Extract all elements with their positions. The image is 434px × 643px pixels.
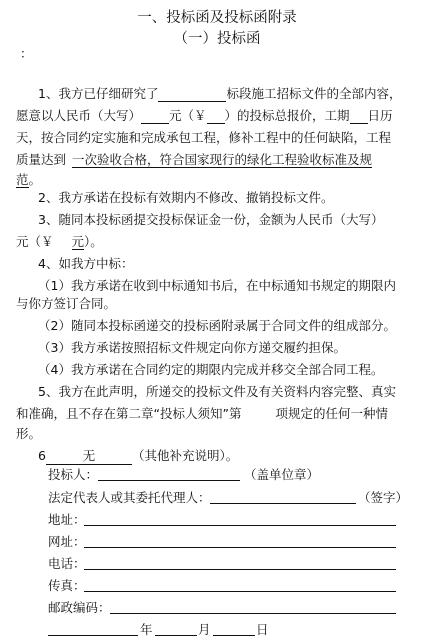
website-field[interactable] — [84, 547, 396, 548]
addressee-colon: ： — [20, 46, 33, 61]
website-label: 网址： — [48, 534, 86, 549]
bidder-field[interactable] — [98, 480, 240, 481]
p6-num: 6 — [38, 448, 46, 463]
rep-field[interactable] — [210, 503, 356, 504]
fax-field[interactable] — [84, 591, 396, 592]
p3-line2 — [16, 234, 103, 250]
year-field[interactable] — [48, 635, 138, 636]
p4-item2: （2）随同本投标函递交的投标函附录属于合同文件的组成部分。 — [38, 318, 396, 333]
p3-text-d: ）。 — [84, 234, 103, 249]
quality-standard-cont: 范 — [16, 172, 29, 187]
p1-line5 — [16, 172, 41, 188]
p3-text-b: 元（￥ — [16, 234, 54, 249]
postcode-field[interactable] — [110, 613, 396, 614]
day-label: 日 — [256, 622, 269, 637]
p1-text-e: ）的投标总报价，工期 — [224, 108, 350, 123]
p4-item1-line1: （1）我方承诺在收到中标通知书后，在中标通知书规定的期限内 — [38, 278, 396, 293]
p5-text-c: 项规定的任何一种情 — [275, 406, 388, 421]
bond-amount-unit: 元 — [71, 234, 85, 249]
phone-label: 电话： — [48, 556, 86, 571]
bidder-label: 投标人： — [48, 467, 99, 482]
p1-line2 — [16, 108, 393, 124]
p6-line — [38, 448, 238, 465]
rep-label: 法定代表人或其委托代理人： — [48, 490, 211, 505]
p1-text-a: 1、我方已仔细研究了 — [38, 86, 159, 101]
duration-blank[interactable] — [350, 109, 368, 124]
page-title: 一、投标函及投标函附录 — [137, 10, 297, 26]
p5-line3: 形。 — [16, 426, 42, 441]
address-label: 地址： — [48, 512, 86, 527]
p4-item1-line2: 与你方签订合同。 — [16, 296, 117, 311]
p1-line3: 天，按合同约定实施和完成承包工程，修补工程中的任何缺陷，工程 — [16, 130, 392, 145]
p1-line4 — [16, 152, 372, 168]
p6-note: （其他补充说明）。 — [131, 448, 239, 463]
p5-line2 — [16, 406, 388, 422]
p1-text-f: 日历 — [367, 108, 393, 123]
p1-text-c: 愿意以人民币（大写） — [16, 108, 142, 123]
p1-line1 — [38, 86, 401, 102]
bidder-suffix: （盖单位章） — [244, 467, 320, 482]
p4-heading: 4、如我方中标： — [38, 256, 134, 271]
year-label: 年 — [140, 622, 153, 637]
price-words-blank[interactable] — [141, 109, 169, 124]
address-field[interactable] — [84, 525, 396, 526]
postcode-label: 邮政编码： — [48, 600, 111, 615]
p1-end: 。 — [28, 172, 42, 187]
price-number-blank[interactable] — [207, 109, 225, 124]
p2-line: 2、我方承诺在投标有效期内不修改、撤销投标文件。 — [38, 190, 334, 205]
month-label: 月 — [198, 622, 211, 637]
p4-item4: （4）我方承诺在合同约定的期限内完成并移交全部合同工程。 — [38, 362, 384, 377]
p5-line1: 5、我方在此声明，所递交的投标文件及有关资料内容完整、真实 — [38, 384, 396, 399]
quality-standard: 一次验收合格，符合国家现行的绿化工程验收标准及规 — [72, 152, 373, 167]
day-field[interactable] — [213, 635, 255, 636]
p6-supplement-value: 无 — [46, 448, 132, 465]
p1-text-d: 元（￥ — [169, 108, 207, 123]
p1-text-h: 质量达到 — [16, 152, 67, 167]
fax-label: 传真： — [48, 578, 86, 593]
phone-field[interactable] — [84, 569, 396, 570]
rep-suffix: （签字） — [358, 490, 409, 505]
p4-item3: （3）我方承诺按照招标文件规定向你方递交履约担保。 — [38, 340, 346, 355]
p5-text-b: 和准确，且不存在第二章“投标人须知”第 — [16, 406, 242, 421]
page-subtitle: （一）投标函 — [173, 31, 261, 47]
p3-line1: 3、随同本投标函提交投标保证金一份，金额为人民币（大写） — [38, 212, 384, 227]
month-field[interactable] — [155, 635, 197, 636]
p1-text-b: 标段施工招标文件的全部内容， — [226, 86, 402, 101]
section-name-blank[interactable] — [158, 87, 226, 102]
